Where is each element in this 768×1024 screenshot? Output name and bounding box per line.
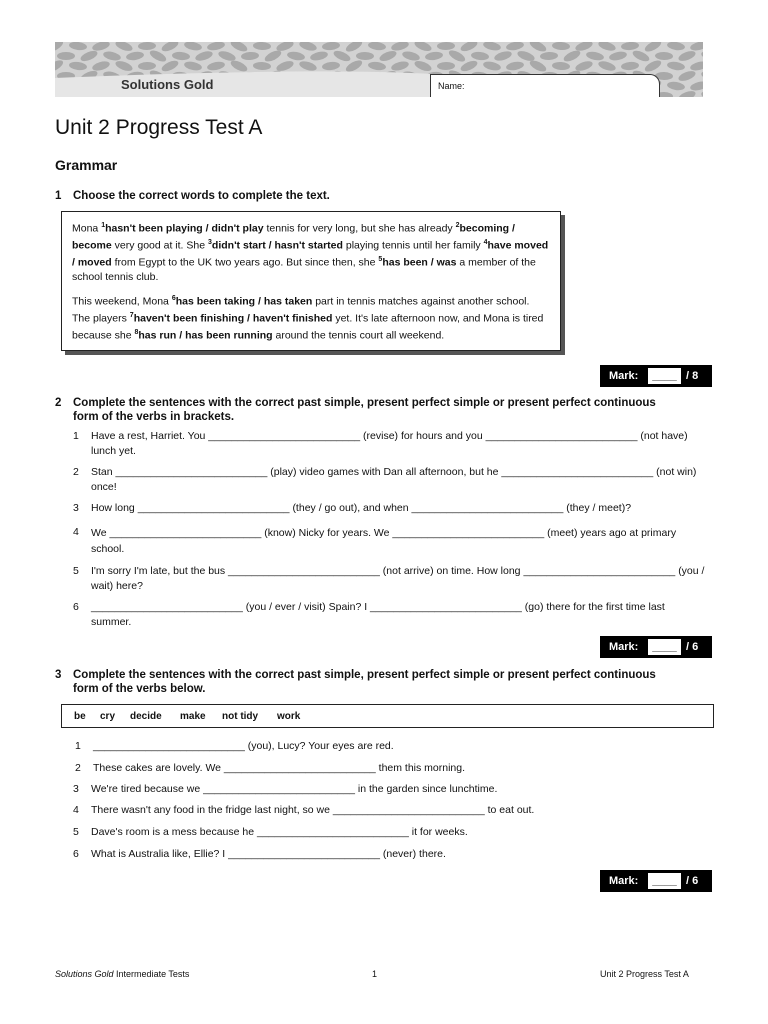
- gap-number: 5: [378, 256, 383, 263]
- option[interactable]: moved: [77, 256, 112, 269]
- exercise3-question: [73, 782, 706, 797]
- mark-input[interactable]: ____: [648, 873, 681, 889]
- mark-total: / 6: [686, 875, 699, 887]
- question-number: 2: [73, 466, 79, 478]
- exercise-number: 1: [55, 190, 62, 202]
- banner-pattern-dot: [57, 52, 75, 60]
- option[interactable]: has been running: [185, 329, 273, 341]
- gap-number: 8: [134, 328, 139, 336]
- exercise1-text-box: [61, 211, 561, 351]
- option[interactable]: haven't finished: [252, 312, 333, 324]
- mark-total: / 8: [686, 370, 699, 382]
- option[interactable]: didn't play: [211, 222, 264, 235]
- option-separator: /: [265, 239, 275, 252]
- option-separator: /: [255, 295, 264, 307]
- exercise2-question: [73, 465, 706, 494]
- option[interactable]: become: [72, 239, 112, 252]
- mark-label: Mark:: [609, 370, 639, 382]
- option-separator: /: [427, 256, 437, 269]
- exercise1-paragraph-1: [72, 219, 550, 285]
- footer-series-subtitle: Intermediate Tests: [113, 969, 190, 979]
- page-number: 1: [372, 969, 378, 979]
- text-segment: This weekend, Mona: [72, 295, 172, 307]
- instruction-text: Complete the sentences with the correct past simple, present perfect simple or present perfect continuous form of the verbs below.: [73, 669, 656, 695]
- option[interactable]: has been taking: [175, 295, 256, 307]
- text-segment: around the tennis court all weekend.: [272, 329, 445, 341]
- question-number: 1: [75, 740, 81, 752]
- gap-number: 2: [455, 222, 460, 229]
- option[interactable]: has run: [138, 329, 177, 341]
- gap-number: 4: [483, 239, 488, 246]
- exercise3-mark-box: [600, 870, 712, 892]
- section-heading: Grammar: [55, 157, 118, 173]
- brand-logo-text: Solutions Gold: [121, 77, 214, 92]
- word-item: not tidy: [222, 711, 259, 722]
- question-text[interactable]: I'm sorry I'm late, but the bus __________________________ (not arrive) on time. How long __________________________ (you / wait) here?: [91, 565, 705, 592]
- word-item: be: [74, 711, 86, 722]
- exercise3-question: [73, 847, 706, 862]
- question-text[interactable]: __________________________ (you / ever / visit) Spain? I __________________________ (go) there for the first time last summer.: [91, 601, 665, 628]
- exercise3-question: [73, 825, 706, 840]
- mark-input[interactable]: ____: [648, 368, 681, 384]
- question-number: 5: [73, 826, 79, 838]
- gap-number: 6: [171, 294, 176, 302]
- question-number: 6: [73, 601, 79, 613]
- option[interactable]: hasn't been playing: [105, 222, 203, 235]
- question-text[interactable]: We __________________________ (know) Nicky for years. We __________________________ (meet) years ago at primary school.: [91, 527, 677, 555]
- option[interactable]: hasn't started: [274, 239, 343, 252]
- footer-series-title: Solutions Gold: [55, 969, 114, 979]
- exercise2-instruction: [55, 396, 683, 424]
- question-number: 2: [75, 762, 81, 774]
- question-text[interactable]: Stan __________________________ (play) video games with Dan all afternoon, but he __________________________ (not win) once!: [91, 466, 697, 493]
- option-separator: /: [202, 222, 212, 235]
- exercise1-instruction: [55, 189, 683, 203]
- question-text[interactable]: What is Australia like, Ellie? I __________________________ (never) there.: [91, 848, 446, 860]
- name-label: Name:: [438, 81, 465, 91]
- word-item: work: [277, 711, 301, 722]
- question-text[interactable]: Have a rest, Harriet. You __________________________ (revise) for hours and you __________________________ (not have) lunch yet.: [91, 430, 688, 457]
- question-number: 1: [73, 430, 79, 442]
- question-text[interactable]: We're tired because we __________________________ in the garden since lunchtime.: [91, 783, 498, 795]
- word-item: cry: [100, 711, 116, 722]
- option-separator: /: [509, 222, 515, 235]
- text-segment: from Egypt to the UK two years ago. But since then, she: [111, 256, 379, 269]
- question-number: 4: [73, 804, 79, 816]
- instruction-text: Complete the sentences with the correct past simple, present perfect simple or present perfect continuous form of the verbs in brackets.: [73, 397, 656, 423]
- exercise3-question: [75, 761, 708, 776]
- option-separator: /: [176, 329, 186, 341]
- gap-number: 3: [208, 239, 212, 246]
- gap-number: 7: [129, 311, 134, 319]
- mark-label: Mark:: [609, 641, 639, 653]
- exercise3-question: [73, 803, 706, 818]
- exercise2-mark-box: [600, 636, 712, 658]
- question-number: 5: [73, 565, 79, 577]
- question-number: 4: [73, 526, 79, 538]
- exercise2-question: [73, 429, 706, 458]
- text-segment: very good at it. She: [111, 239, 208, 252]
- word-item: make: [180, 711, 206, 722]
- option[interactable]: becoming: [459, 222, 510, 235]
- exercise-number: 3: [55, 669, 62, 681]
- word-item: decide: [130, 711, 162, 722]
- text-segment: Mona: [72, 222, 102, 235]
- option[interactable]: was: [436, 256, 457, 269]
- option[interactable]: has been: [382, 256, 428, 269]
- text-segment: part in tennis matches against another school. The players: [72, 295, 530, 324]
- exercise1-mark-box: [600, 365, 712, 387]
- gap-number: 1: [101, 222, 106, 229]
- exercise1-paragraph-2: [72, 292, 550, 343]
- question-text[interactable]: How long __________________________ (they / go out), and when __________________________ (they / meet)?: [91, 502, 632, 514]
- name-field[interactable]: [430, 74, 660, 97]
- question-number: 6: [73, 848, 79, 860]
- option-separator: /: [244, 312, 253, 324]
- option-separator: /: [72, 256, 78, 269]
- question-text[interactable]: Dave's room is a mess because he __________________________ it for weeks.: [91, 826, 468, 838]
- footer-right: Unit 2 Progress Test A: [600, 969, 689, 979]
- exercise2-question: [73, 600, 706, 629]
- text-segment: yet. It's late afternoon now, and Mona is tired because she: [72, 312, 544, 341]
- footer-left: [55, 969, 189, 979]
- mark-input[interactable]: ____: [648, 639, 681, 655]
- option[interactable]: haven't been finishing: [133, 312, 245, 324]
- option[interactable]: didn't start: [211, 239, 266, 252]
- exercise3-instruction: [55, 668, 683, 696]
- option[interactable]: have moved: [487, 239, 549, 252]
- word-box: [61, 704, 714, 728]
- text-segment: tennis for very long, but she has already: [263, 222, 456, 235]
- question-number: 3: [73, 502, 79, 514]
- question-number: 3: [73, 783, 79, 795]
- option[interactable]: has taken: [263, 295, 313, 307]
- mark-total: / 6: [686, 641, 699, 653]
- question-text[interactable]: These cakes are lovely. We __________________________ them this morning.: [93, 762, 466, 774]
- text-segment: a member of the school tennis club.: [72, 256, 536, 283]
- mark-label: Mark:: [609, 875, 639, 887]
- page-title: Unit 2 Progress Test A: [55, 116, 263, 139]
- question-text[interactable]: __________________________ (you), Lucy? Your eyes are red.: [93, 740, 394, 752]
- exercise2-question: [73, 525, 706, 557]
- question-text[interactable]: There wasn't any food in the fridge last night, so we __________________________ to eat out.: [91, 804, 535, 816]
- instruction-text: Choose the correct words to complete the text.: [73, 190, 330, 202]
- exercise-number: 2: [55, 397, 62, 409]
- exercise2-question: [73, 501, 706, 516]
- text-segment: playing tennis until her family: [342, 239, 484, 252]
- exercise2-question: [73, 564, 706, 593]
- exercise3-question: [75, 739, 708, 754]
